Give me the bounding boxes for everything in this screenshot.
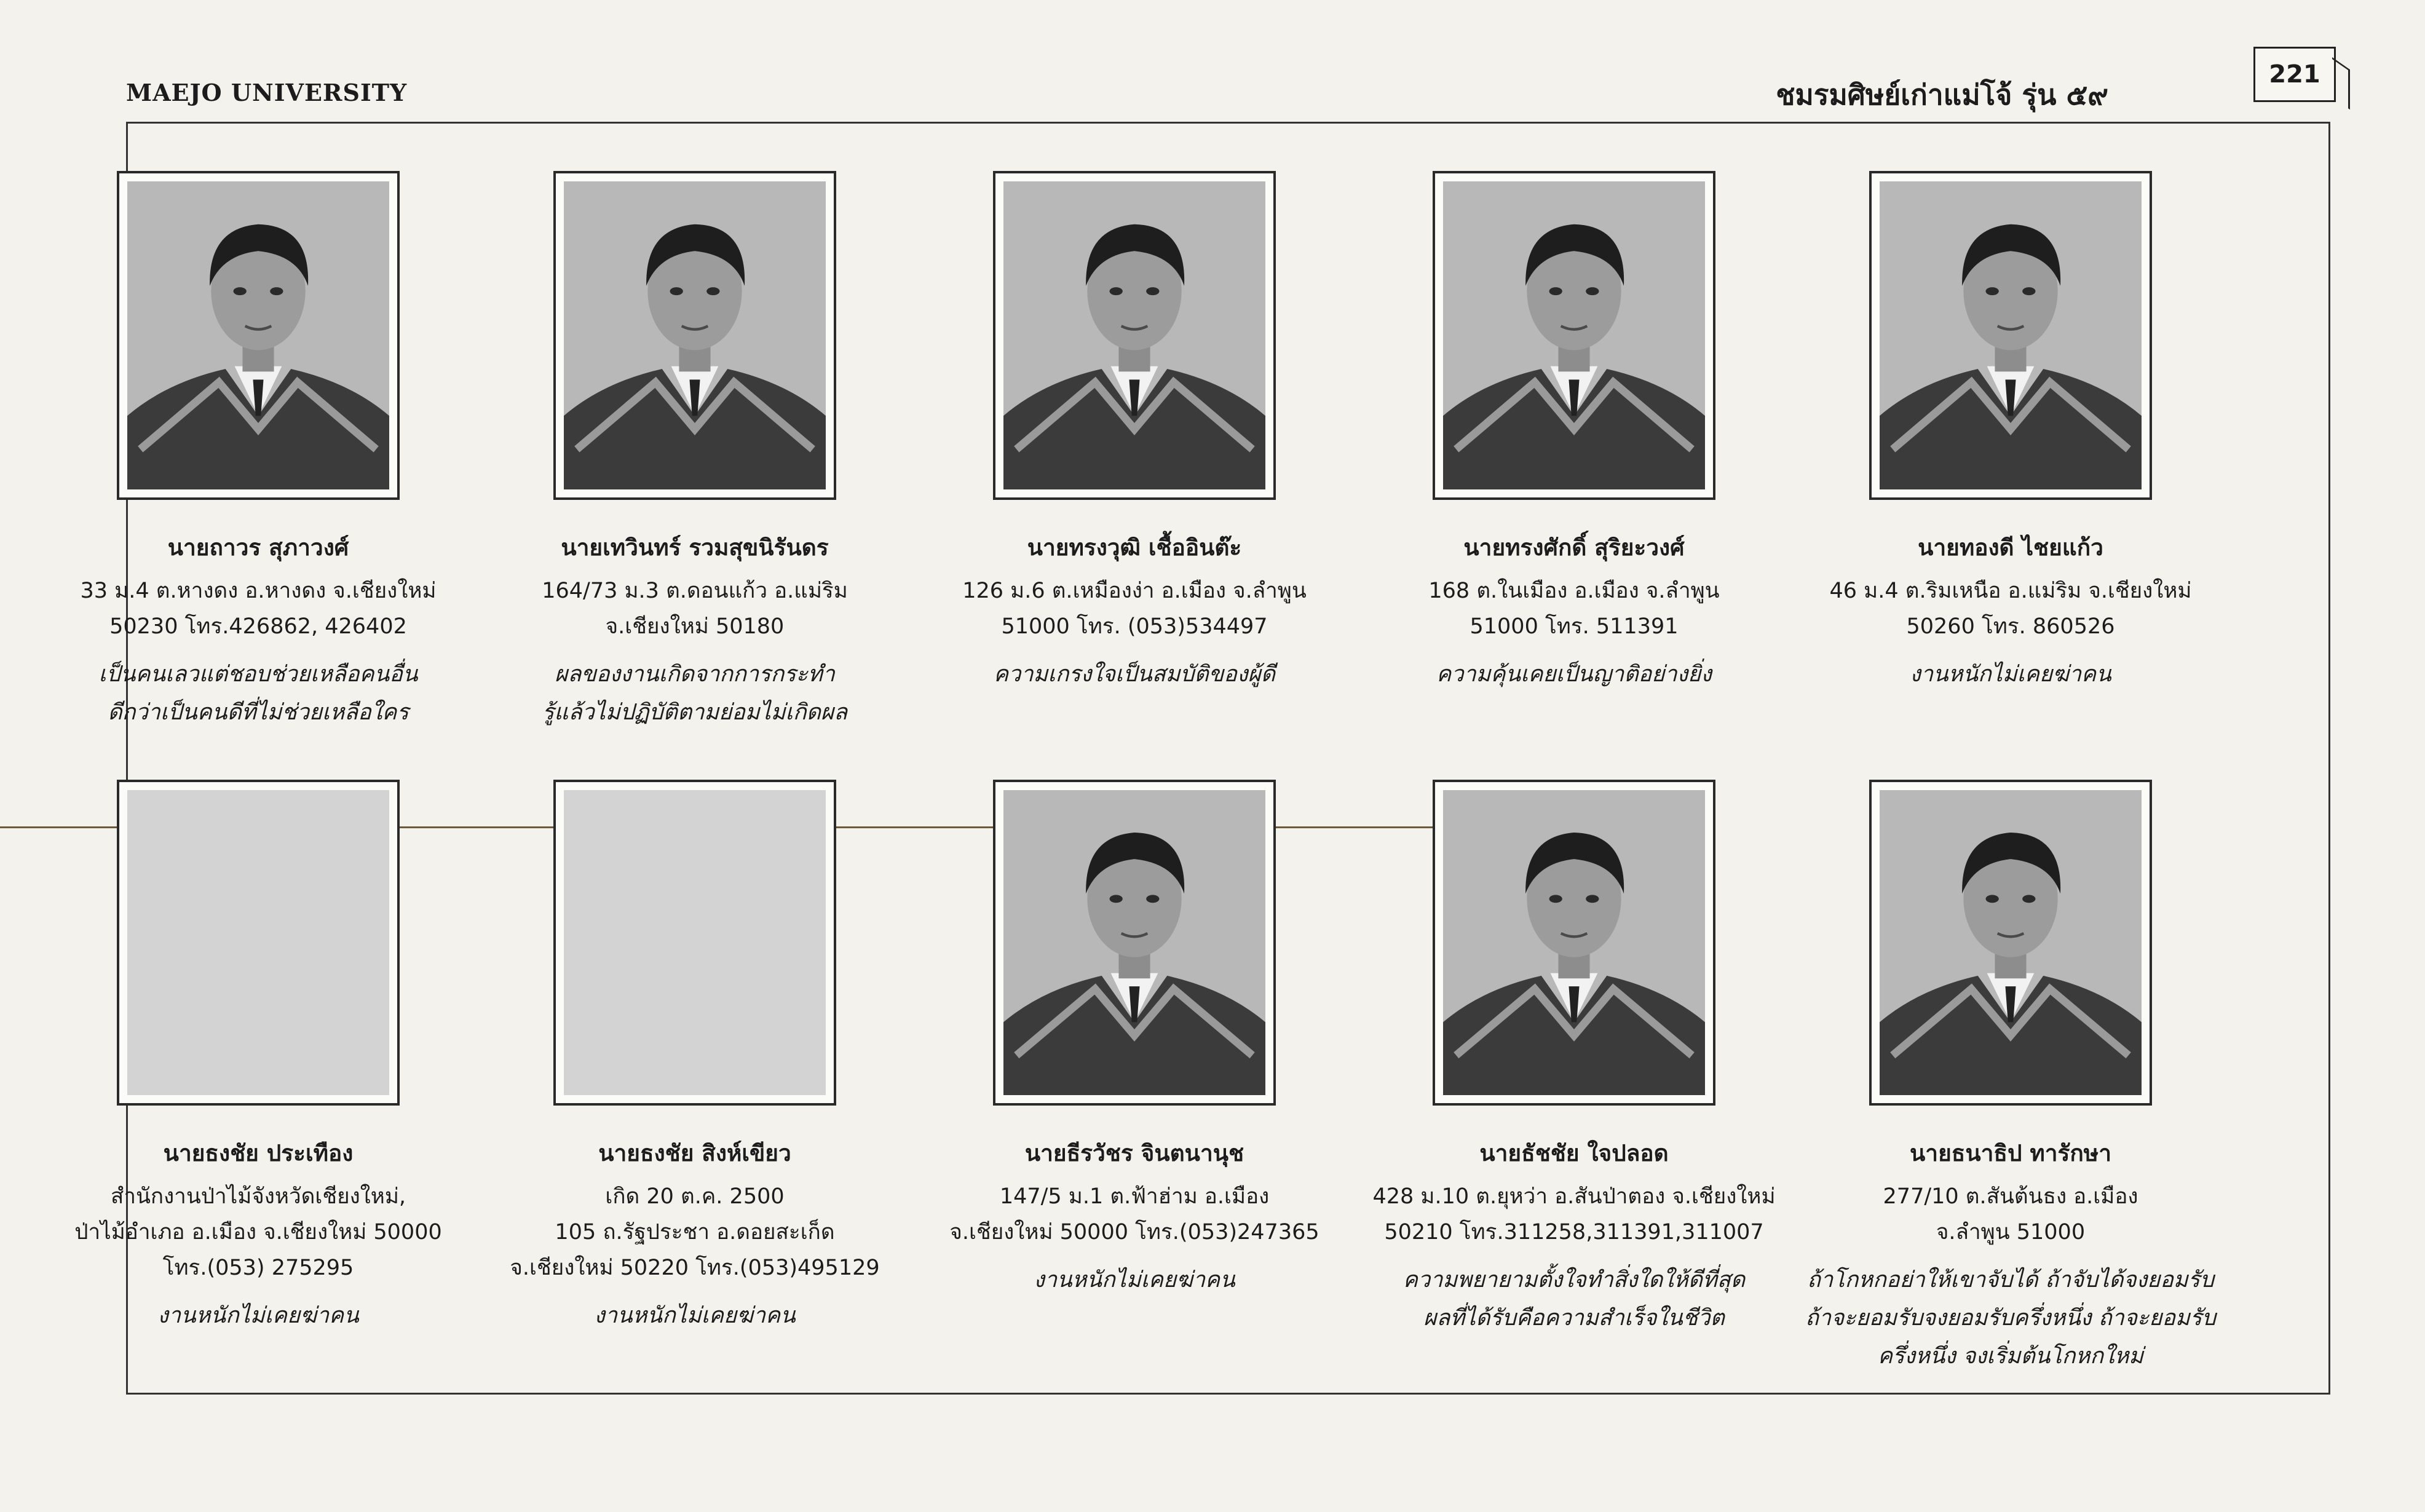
motto-line: ถ้าจะยอมรับจงยอมรับครึ่งหนึ่ง ถ้าจะยอมรับ <box>1805 1305 2216 1331</box>
graduate-photo <box>1433 780 1715 1106</box>
address-line: สำนักงานป่าไม้จังหวัดเชียงใหม่, <box>110 1184 406 1209</box>
alumni-entry <box>1792 171 2229 694</box>
motto-line: งานหนักไม่เคยฆ่าคน <box>1034 1267 1235 1292</box>
motto-line: ความคุ้นเคยเป็นญาติอย่างยิ่ง <box>1436 662 1712 687</box>
alumni-entry <box>40 171 477 732</box>
alumni-name: นายธนาธิป ทารักษา <box>1910 1140 2111 1166</box>
alumni-name: นายทรงวุฒิ เชื้ออินต๊ะ <box>1027 534 1242 561</box>
portrait-figure <box>564 181 826 489</box>
address-line: 51000 โทร. (053)534497 <box>1001 614 1268 639</box>
address-line: 147/5 ม.1 ต.ฟ้าฮ่าม อ.เมือง <box>999 1184 1270 1209</box>
address-line: จ.ลำพูน 51000 <box>1936 1220 2086 1245</box>
alumni-entry <box>1792 780 2229 1375</box>
address-line: 50230 โทร.426862, 426402 <box>109 614 407 639</box>
motto-line: ดีกว่าเป็นคนดีที่ไม่ช่วยเหลือใคร <box>108 700 409 725</box>
portrait-figure <box>127 181 389 489</box>
graduate-photo <box>1869 780 2152 1106</box>
photo-placeholder <box>553 780 836 1106</box>
address-line: 168 ต.ในเมือง อ.เมือง จ.ลำพูน <box>1428 579 1720 603</box>
graduate-photo <box>1433 171 1715 500</box>
address-line: 50210 โทร.311258,311391,311007 <box>1384 1220 1764 1245</box>
photo-placeholder <box>117 780 400 1106</box>
graduate-photo <box>993 780 1276 1106</box>
alumni-entry <box>477 171 913 732</box>
alumni-name: นายธงชัย ประเทือง <box>163 1140 354 1166</box>
address-line: จ.เชียงใหม่ 50000 โทร.(053)247365 <box>949 1220 1319 1245</box>
portrait-figure <box>1003 181 1265 489</box>
address-line: 105 ถ.รัฐประชา อ.ดอยสะเก็ด <box>555 1220 835 1245</box>
motto-line: ความพยายามตั้งใจทำสิ่งใดให้ดีที่สุด <box>1402 1267 1746 1292</box>
graduate-photo <box>553 171 836 500</box>
alumni-name: นายถาวร สุภาวงศ์ <box>167 534 349 561</box>
address-line: 50260 โทร. 860526 <box>1906 614 2115 639</box>
alumni-name: นายธีรวัชร จินตนานุช <box>1024 1140 1244 1166</box>
graduate-photo <box>1869 171 2152 500</box>
alumni-name: นายทรงศักดิ์ สุริยะวงศ์ <box>1463 534 1685 561</box>
address-line: 33 ม.4 ต.หางดง อ.หางดง จ.เชียงใหม่ <box>80 579 437 603</box>
address-line: 428 ม.10 ต.ยุหว่า อ.สันป่าตอง จ.เชียงใหม่ <box>1372 1184 1776 1209</box>
address-line: 164/73 ม.3 ต.ดอนแก้ว อ.แม่ริม <box>542 579 848 603</box>
motto-line: เป็นคนเลวแต่ชอบช่วยเหลือคนอื่น <box>98 662 418 687</box>
alumni-name: นายธงชัย สิงห์เขียว <box>598 1140 791 1166</box>
address-line: 51000 โทร. 511391 <box>1470 614 1679 639</box>
address-line: โทร.(053) 275295 <box>162 1256 354 1280</box>
motto-line: ถ้าโกหกอย่าให้เขาจับได้ ถ้าจับได้จงยอมรับ <box>1807 1267 2214 1292</box>
page-number: 221 <box>2253 47 2336 102</box>
motto-line: ผลที่ได้รับคือความสำเร็จในชีวิต <box>1423 1305 1725 1331</box>
alumni-name: นายทองดี ไชยแก้ว <box>1918 534 2103 561</box>
portrait-figure <box>1443 790 1705 1095</box>
motto-line: รู้แล้วไม่ปฏิบัติตามย่อมไม่เกิดผล <box>542 700 848 725</box>
motto-line: ผลของงานเกิดจากการกระทำ <box>555 662 835 687</box>
motto-line: ความเกรงใจเป็นสมบัติของผู้ดี <box>994 662 1275 687</box>
address-line: 277/10 ต.สันต้นธง อ.เมือง <box>1883 1184 2138 1209</box>
address-line: 126 ม.6 ต.เหมืองง่า อ.เมือง จ.ลำพูน <box>962 579 1307 603</box>
motto-line: งานหนักไม่เคยฆ่าคน <box>157 1303 359 1328</box>
alumni-entry <box>40 780 477 1335</box>
address-line: จ.เชียงใหม่ 50180 <box>605 614 785 639</box>
portrait-figure <box>1880 790 2142 1095</box>
motto-line: งานหนักไม่เคยฆ่าคน <box>594 1303 796 1328</box>
alumni-entry <box>916 780 1353 1299</box>
address-line: ป่าไม้อำเภอ อ.เมือง จ.เชียงใหม่ 50000 <box>74 1220 442 1245</box>
alumni-entry <box>1356 171 1792 694</box>
alumni-name: นายธัชชัย ใจปลอด <box>1479 1140 1669 1166</box>
graduate-photo <box>117 171 400 500</box>
university-header: MAEJO UNIVERSITY <box>126 79 408 106</box>
graduate-photo <box>993 171 1276 500</box>
alumni-club-header: ชมรมศิษย์เก่าแม่โจ้ รุ่น ๕๙ <box>1776 78 2108 111</box>
alumni-entry <box>916 171 1353 694</box>
portrait-figure <box>1880 181 2142 489</box>
motto-line: ครึ่งหนึ่ง จงเริ่มต้นโกหกใหม่ <box>1877 1344 2144 1369</box>
portrait-figure <box>1003 790 1265 1095</box>
address-line: จ.เชียงใหม่ 50220 โทร.(053)495129 <box>510 1256 880 1280</box>
motto-line: งานหนักไม่เคยฆ่าคน <box>1910 662 2111 687</box>
alumni-name: นายเทวินทร์ รวมสุขนิรันดร <box>561 534 829 561</box>
address-line: เกิด 20 ต.ค. 2500 <box>605 1184 785 1209</box>
alumni-entry <box>477 780 913 1335</box>
alumni-entry <box>1356 780 1792 1337</box>
portrait-figure <box>1443 181 1705 489</box>
address-line: 46 ม.4 ต.ริมเหนือ อ.แม่ริม จ.เชียงใหม่ <box>1829 579 2192 603</box>
